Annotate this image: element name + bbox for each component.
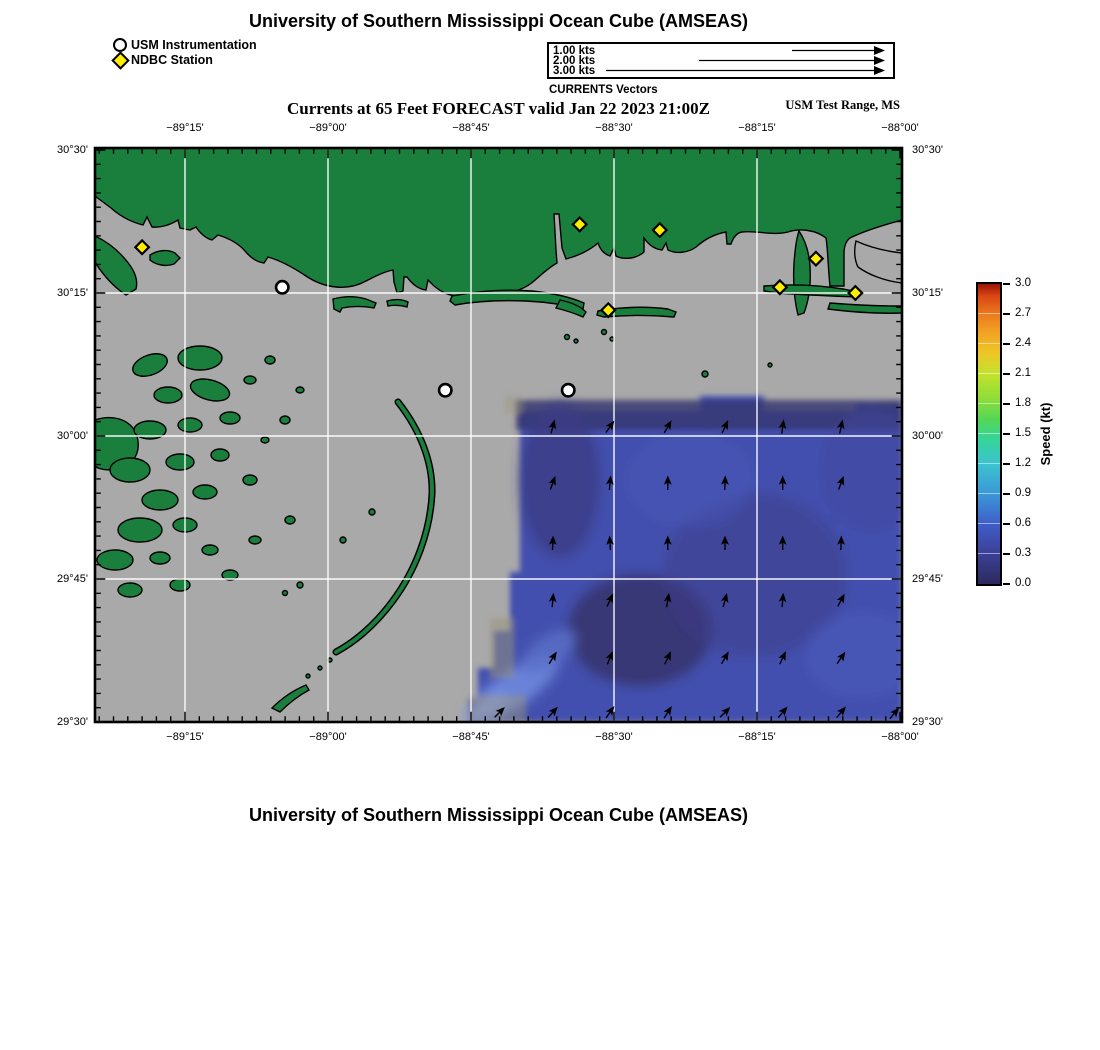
colorbar-tick-label: 0.6 [1015,517,1031,529]
figure-title: University of Southern Mississippi Ocean Cube (AMSEAS) [248,11,749,31]
colorbar-tick-label: 2.4 [1015,337,1031,349]
speed-colorbar [976,282,1002,586]
colorbar-tick [1003,463,1010,465]
usm-instrumentation-marker [276,281,288,293]
ship-island [387,300,408,307]
colorbar-divider [978,403,1000,404]
colorbar-tick-label: 1.5 [1015,427,1031,439]
scale-row-label: 1.00 kts [553,45,596,57]
scale-row-label: 3.00 kts [553,65,596,77]
colorbar-divider [978,493,1000,494]
colorbar-divider [978,463,1000,464]
lon-tick-label-bottom: −88°45' [452,731,490,743]
colorbar-divider [978,343,1000,344]
lat-tick-label-left: 29°45' [57,573,88,585]
lat-tick-label-right: 30°15' [912,287,943,299]
colorbar-tick [1003,433,1010,435]
colorbar-tick-label: 1.2 [1015,457,1031,469]
colorbar-divider [978,373,1000,374]
lat-tick-label-right: 30°00' [912,430,943,442]
colorbar-tick-label: 0.3 [1015,547,1031,559]
lon-tick-label-top: −88°45' [452,122,490,134]
legend-ndbc-label: NDBC Station [131,53,213,67]
current-speed-field [456,396,924,737]
lon-tick-label-bottom: −88°15' [738,731,776,743]
colorbar-tick-label: 2.7 [1015,307,1031,319]
lake-borgne-islet [150,251,180,266]
scale-row-label: 2.00 kts [553,55,596,67]
colorbar-tick-label: 1.8 [1015,397,1031,409]
colorbar-divider [978,553,1000,554]
lon-tick-label-bottom: −88°30' [595,731,633,743]
colorbar-tick [1003,283,1010,285]
legend-usm-label: USM Instrumentation [131,38,257,52]
colorbar-tick-label: 2.1 [1015,367,1031,379]
lat-tick-label-left: 30°30' [57,144,88,156]
lat-tick-label-right: 29°45' [912,573,943,585]
vector-scale-caption: CURRENTS Vectors [549,84,658,96]
colorbar-tick [1003,343,1010,345]
lon-tick-label-top: −89°15' [166,122,204,134]
usm-instrumentation-marker [439,384,451,396]
lon-tick-label-top: −88°30' [595,122,633,134]
lat-tick-label-left: 30°15' [57,287,88,299]
lat-tick-label-right: 29°30' [912,716,943,728]
colorbar-title: Speed (kt) [1038,402,1053,466]
lon-tick-label-top: −89°00' [309,122,347,134]
colorbar-tick-label: 0.9 [1015,487,1031,499]
colorbar-tick [1003,373,1010,375]
colorbar-tick [1003,523,1010,525]
colorbar-tick-label: 3.0 [1015,277,1031,289]
lat-tick-label-right: 30°30' [912,144,943,156]
lon-tick-label-bottom: −89°15' [166,731,204,743]
colorbar-tick [1003,493,1010,495]
lat-tick-label-left: 30°00' [57,430,88,442]
lat-tick-label-left: 29°30' [57,716,88,728]
map-subtitle: Currents at 65 Feet FORECAST valid Jan 22 2023 21:00Z [287,99,710,118]
lon-tick-label-bottom: −89°00' [309,731,347,743]
colorbar-divider [978,313,1000,314]
colorbar-tick [1003,403,1010,405]
lon-tick-label-top: −88°00' [881,122,919,134]
colorbar-tick [1003,313,1010,315]
region-label: USM Test Range, MS [785,98,900,112]
usm-instrumentation-marker [562,384,574,396]
lon-tick-label-top: −88°15' [738,122,776,134]
colorbar-divider [978,433,1000,434]
footer-title: University of Southern Mississippi Ocean Cube (AMSEAS) [248,805,749,825]
colorbar-tick [1003,583,1010,585]
colorbar-tick-label: 0.0 [1015,577,1031,589]
colorbar-divider [978,523,1000,524]
lon-tick-label-bottom: −88°00' [881,731,919,743]
colorbar-tick [1003,553,1010,555]
